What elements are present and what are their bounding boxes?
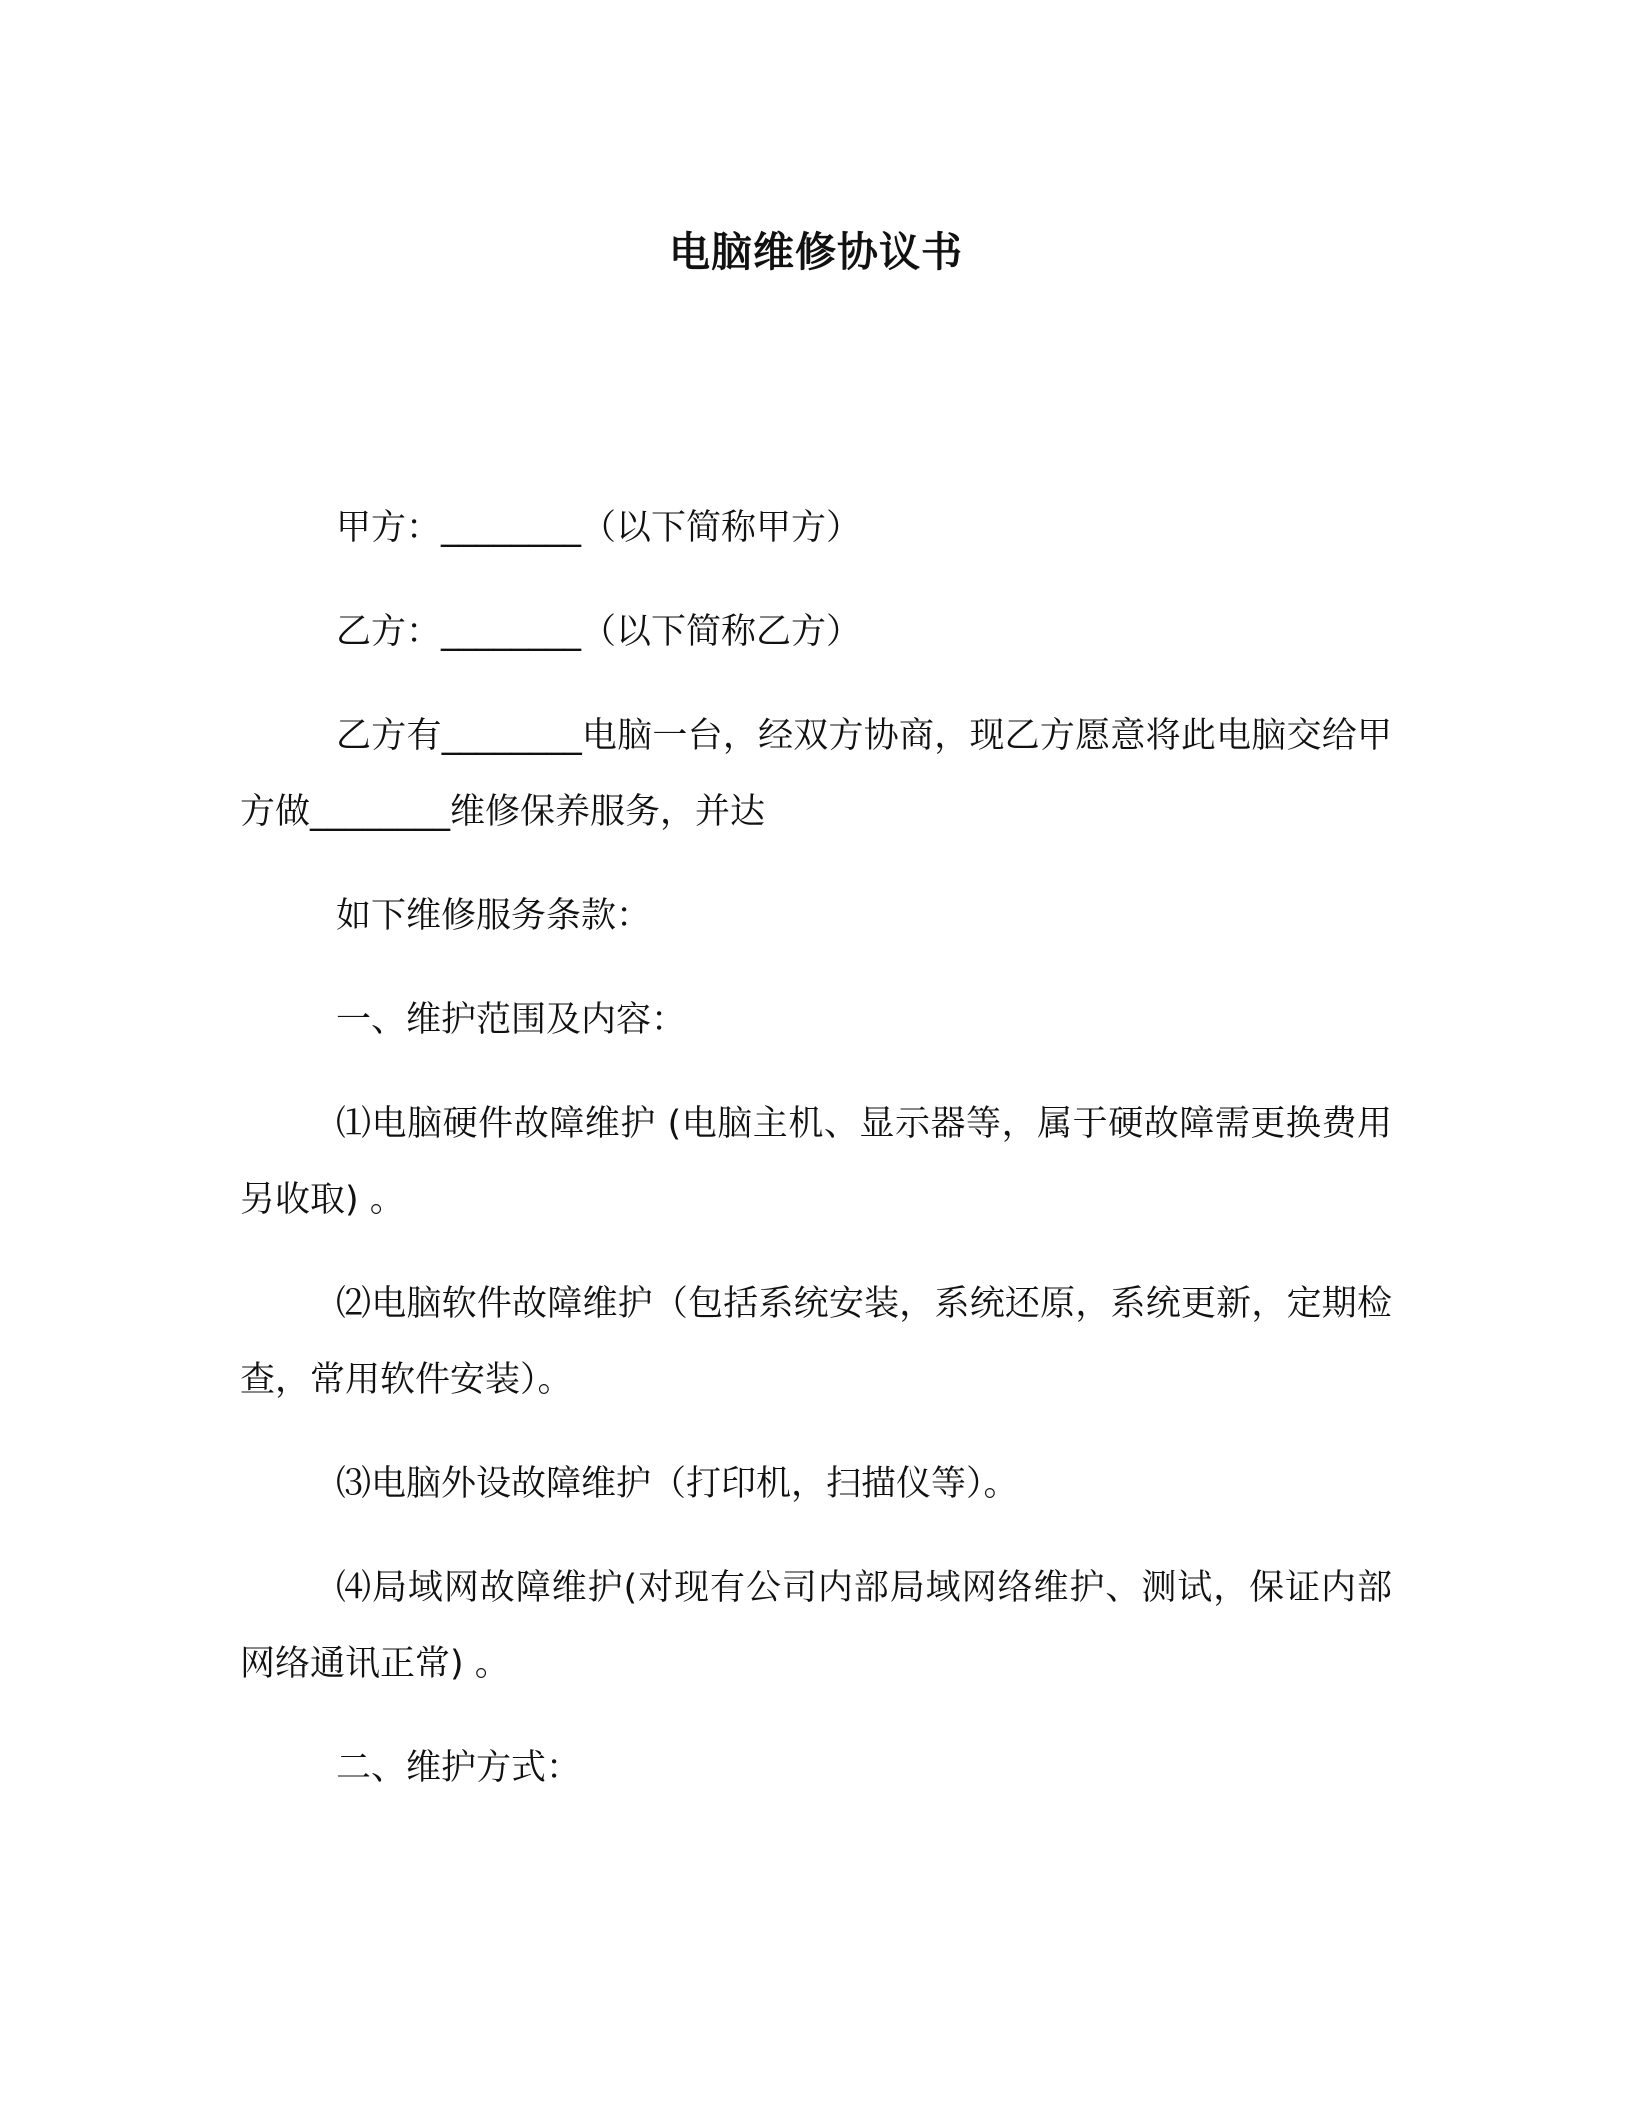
agreement-intro-paragraph: 乙方有________电脑一台，经双方协商，现乙方愿意将此电脑交给甲方做________维修保养服务，并达 <box>240 716 1392 832</box>
scope-item-hardware: ⑴电脑硬件故障维护 (电脑主机、显示器等，属于硬故障需更换费用另收取) 。 <box>240 1104 1392 1220</box>
terms-intro-line: 如下维修服务条款： <box>336 896 652 936</box>
scope-item-lan: ⑷局域网故障维护(对现有公司内部局域网络维护、测试，保证内部网络通讯正常) 。 <box>240 1568 1392 1684</box>
document-title: 电脑维修协议书 <box>669 228 963 276</box>
section-heading-method: 二、维护方式： <box>336 1748 582 1788</box>
party-b-line: 乙方：________（以下简称乙方） <box>336 612 862 652</box>
scope-item-peripherals: ⑶电脑外设故障维护（打印机，扫描仪等）。 <box>336 1464 1019 1504</box>
section-heading-scope: 一、维护范围及内容： <box>336 1000 687 1040</box>
party-a-line: 甲方：________（以下简称甲方） <box>336 508 862 548</box>
document-body <box>240 490 1392 1834</box>
scope-item-software: ⑵电脑软件故障维护（包括系统安装，系统还原，系统更新，定期检查，常用软件安装）。 <box>240 1284 1392 1400</box>
